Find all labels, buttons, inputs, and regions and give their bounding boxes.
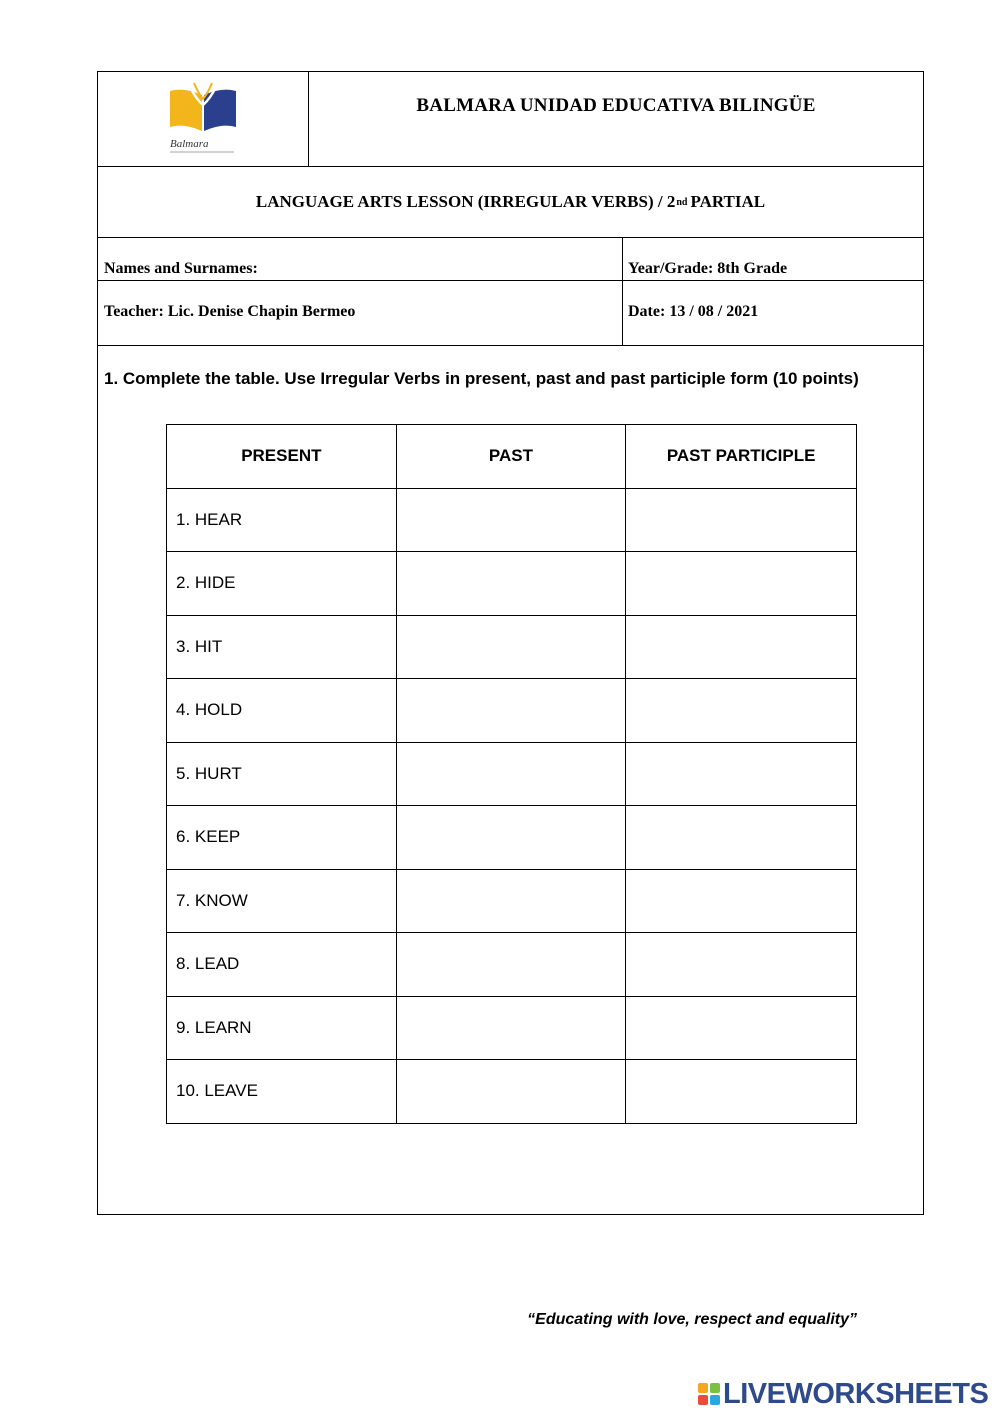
past-answer-cell[interactable]: [396, 933, 626, 997]
table-row: [167, 1060, 857, 1124]
past-answer-cell[interactable]: [396, 1060, 626, 1124]
table-row: [167, 933, 857, 997]
date-label: Date: 13 / 08 / 2021: [628, 303, 759, 320]
past-participle-answer-cell[interactable]: [626, 679, 857, 743]
svg-text:Balmara: Balmara: [170, 138, 209, 150]
past-participle-answer-cell[interactable]: [626, 806, 857, 870]
info-row-rule: [98, 280, 923, 281]
past-answer-cell[interactable]: [396, 552, 626, 616]
past-participle-answer-cell[interactable]: [626, 615, 857, 679]
past-answer-cell[interactable]: [396, 679, 626, 743]
present-cell: 9. LEARN: [167, 996, 397, 1060]
table-row: [167, 742, 857, 806]
table-row: [167, 806, 857, 870]
school-motto: “Educating with love, respect and equality”: [527, 1311, 857, 1328]
grade-label: Year/Grade: 8th Grade: [628, 260, 788, 277]
present-cell: 5. HURT: [167, 742, 397, 806]
past-participle-answer-cell[interactable]: [626, 869, 857, 933]
book-logo-icon: [164, 79, 242, 159]
liveworksheets-logo-icon: [698, 1383, 720, 1405]
table-row: [167, 679, 857, 743]
lesson-title-ordinal: nd: [676, 196, 688, 208]
lesson-title: [98, 167, 923, 237]
table-row: [167, 996, 857, 1060]
table-header-row: [167, 425, 857, 489]
present-cell: 7. KNOW: [167, 869, 397, 933]
names-field-label: Names and Surnames:: [104, 260, 258, 277]
table-row: [167, 615, 857, 679]
verbs-table: [166, 424, 857, 1124]
past-participle-answer-cell[interactable]: [626, 996, 857, 1060]
header-present: PRESENT: [167, 425, 397, 489]
present-cell: 4. HOLD: [167, 679, 397, 743]
header-past-participle: PAST PARTICIPLE: [626, 425, 857, 489]
lesson-title-suffix: PARTIAL: [690, 192, 766, 211]
past-answer-cell[interactable]: [396, 615, 626, 679]
table-row: [167, 869, 857, 933]
past-participle-answer-cell[interactable]: [626, 742, 857, 806]
exercise-instruction: 1. Complete the table. Use Irregular Verbs in present, past and past participle form (10 points): [104, 369, 859, 388]
past-answer-cell[interactable]: [396, 869, 626, 933]
school-logo: [98, 72, 308, 166]
info-bottom-rule: [98, 345, 923, 346]
past-answer-cell[interactable]: [396, 996, 626, 1060]
present-cell: 3. HIT: [167, 615, 397, 679]
info-divider: [622, 237, 623, 345]
liveworksheets-brand-text: LIVEWORKSHEETS: [723, 1377, 989, 1410]
title-bottom-rule: [98, 237, 923, 238]
header-past: PAST: [396, 425, 626, 489]
past-participle-answer-cell[interactable]: [626, 933, 857, 997]
past-answer-cell[interactable]: [396, 806, 626, 870]
present-cell: 6. KEEP: [167, 806, 397, 870]
lesson-title-text: LANGUAGE ARTS LESSON (IRREGULAR VERBS) / 2: [255, 192, 676, 211]
past-participle-answer-cell[interactable]: [626, 488, 857, 552]
past-answer-cell[interactable]: [396, 488, 626, 552]
present-cell: 8. LEAD: [167, 933, 397, 997]
school-name: BALMARA UNIDAD EDUCATIVA BILINGÜE: [416, 95, 816, 116]
past-participle-answer-cell[interactable]: [626, 1060, 857, 1124]
past-answer-cell[interactable]: [396, 742, 626, 806]
liveworksheets-brand[interactable]: [698, 1378, 988, 1410]
teacher-label: Teacher: Lic. Denise Chapin Bermeo: [104, 303, 356, 320]
present-cell: 2. HIDE: [167, 552, 397, 616]
present-cell: 10. LEAVE: [167, 1060, 397, 1124]
present-cell: 1. HEAR: [167, 488, 397, 552]
table-row: [167, 552, 857, 616]
past-participle-answer-cell[interactable]: [626, 552, 857, 616]
table-row: [167, 488, 857, 552]
